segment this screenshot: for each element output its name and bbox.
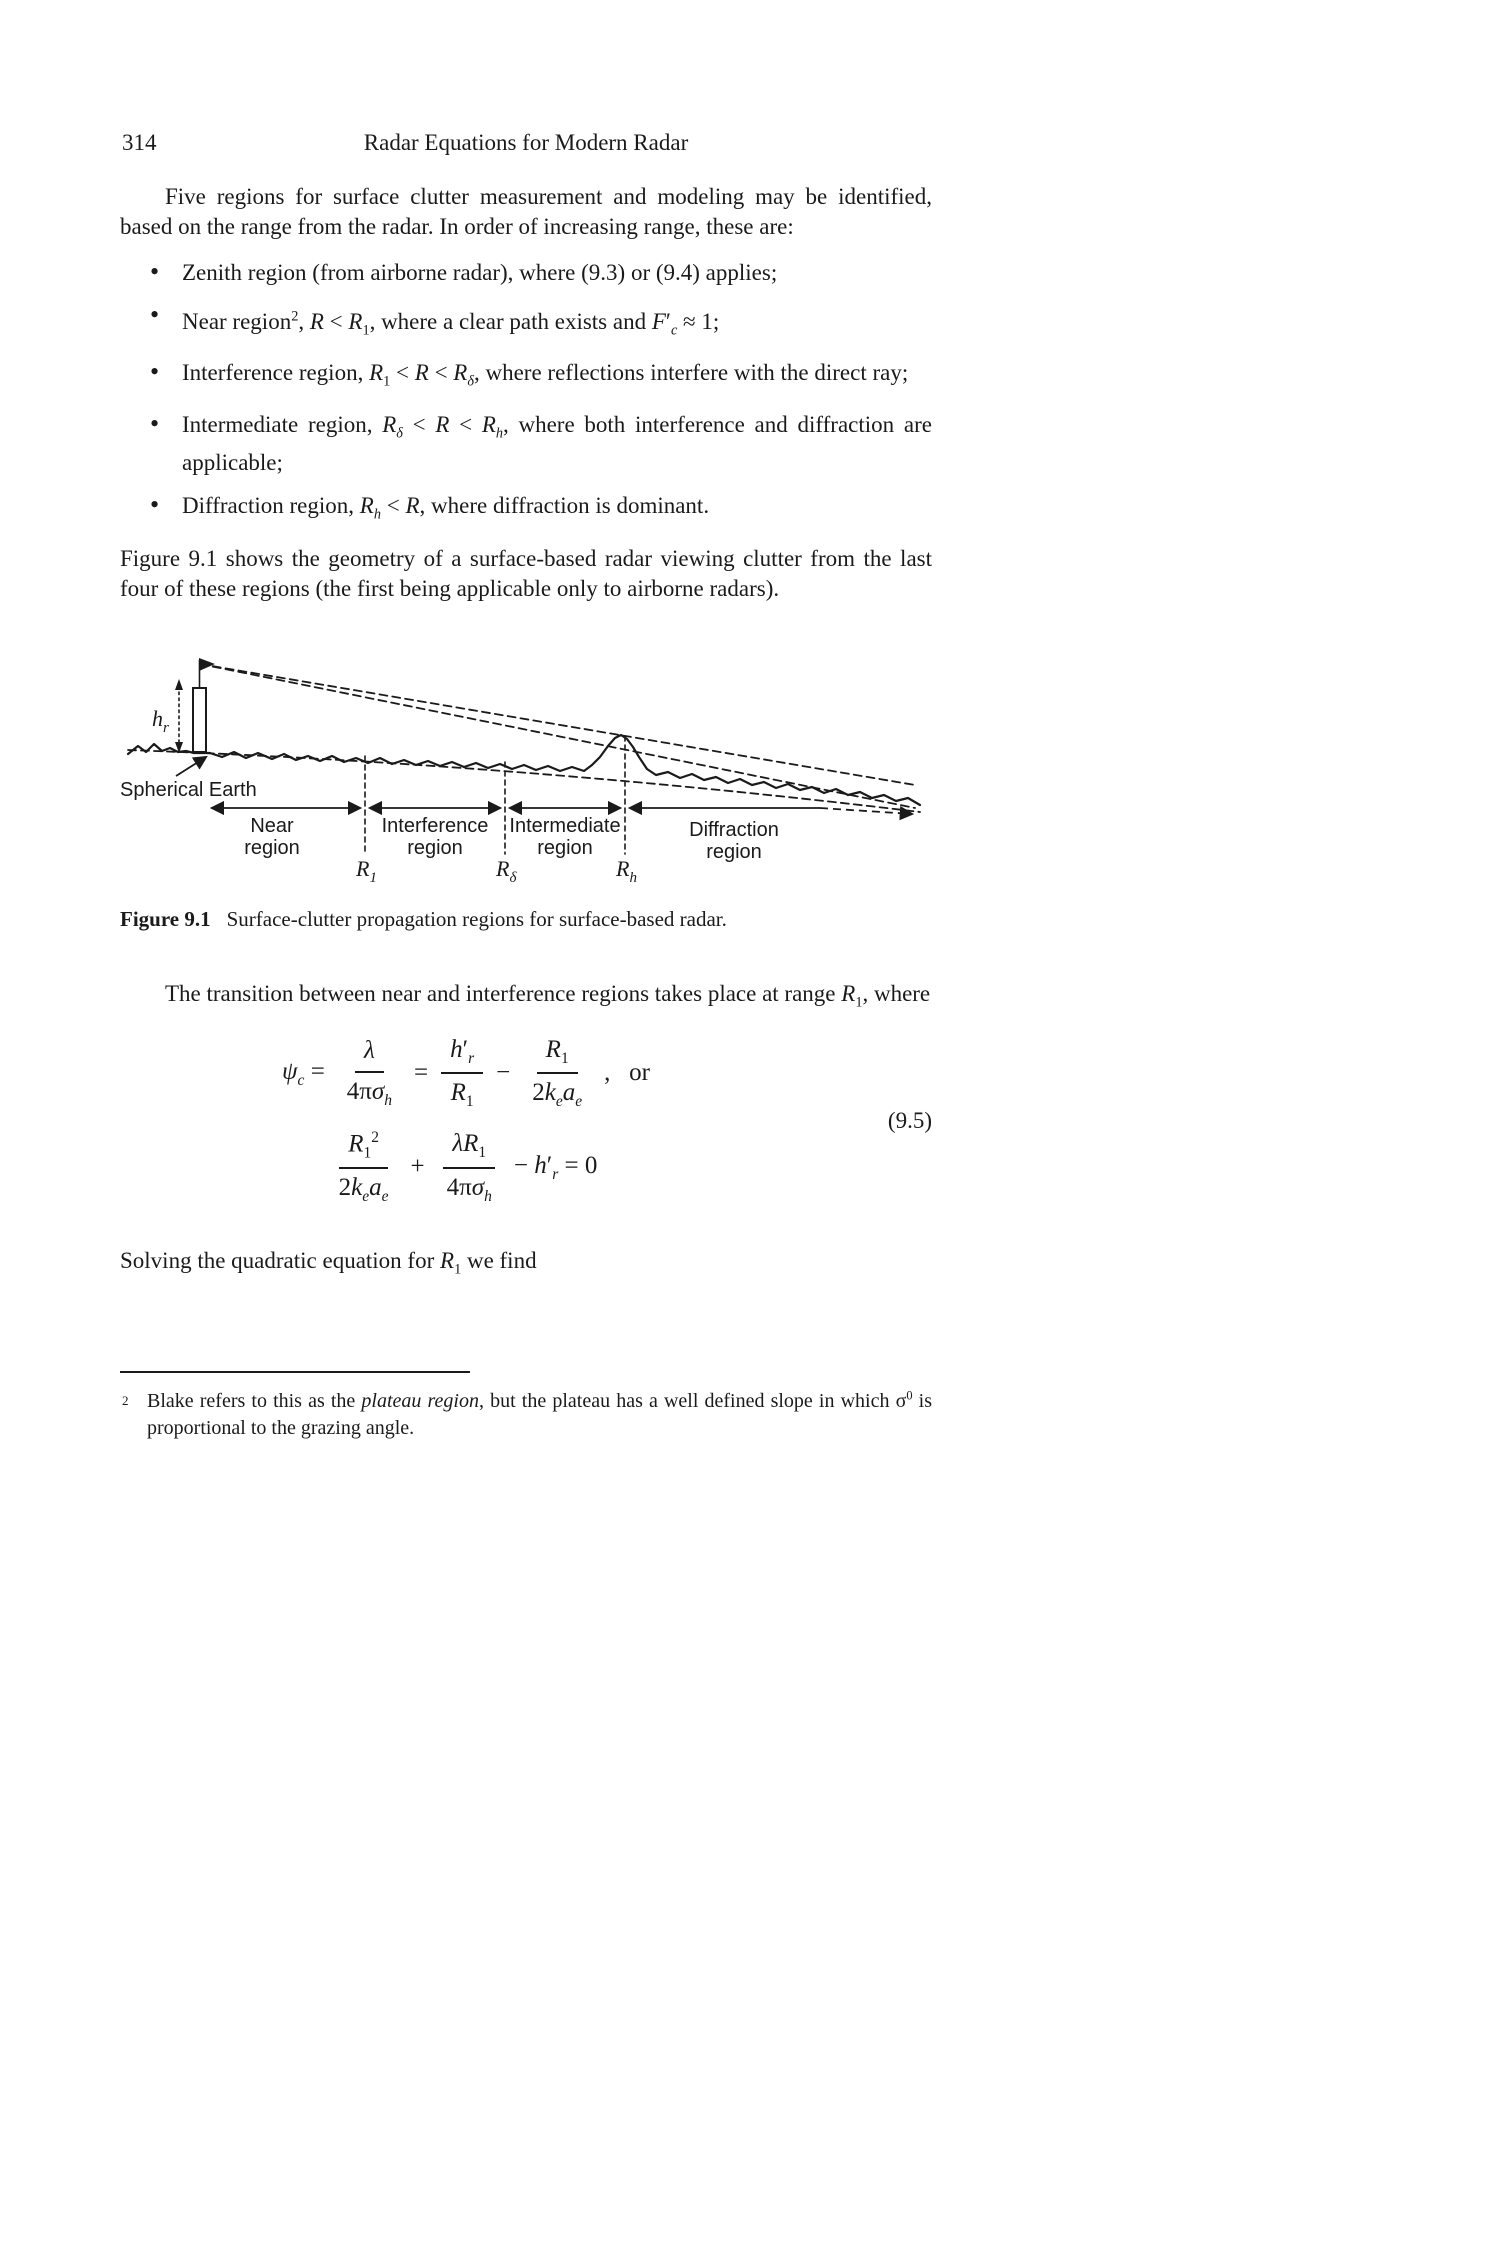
eq-minus: − [496,1059,511,1087]
list-item [120,358,932,397]
intermediate-region-label2: region [537,837,593,860]
diffraction-region-label2: region [706,841,762,864]
figure-intro-paragraph: Figure 9.1 shows the geometry of a surface-based radar viewing clutter from the last four of these regions (the first being applicable only to airborne radars). [120,546,932,602]
equation-line-2 [326,1129,607,1206]
page-content [120,128,932,1442]
list-item [120,301,932,345]
fraction-numerator: $h'_r$ [441,1036,483,1075]
footnote-text: Blake refers to this as the plateau region, but the plateau has a well defined slope in which $\sigma^0$ is proportional to the grazing angle. [147,1388,933,1440]
near-region-label2: region [244,837,300,860]
direct-ray-line [200,664,915,785]
spherical-earth-label: Spherical Earth [120,779,257,802]
fraction-numerator: λ [355,1037,384,1073]
figure-caption-text: Surface-clutter propagation regions for surface-based radar. [226,907,727,932]
equation-number: (9.5) [887,1107,932,1133]
equation-lines [120,1036,812,1207]
interference-region-label: Interference [381,815,489,838]
transition-paragraph: The transition between near and interference regions takes place at range $R_1$, where [165,981,931,1011]
near-region-label: Near [250,815,294,838]
radar-antenna [193,658,215,752]
diffraction-region-label: Diffraction [689,819,779,842]
bullet-text: Intermediate region, $R_\delta < R < R_h$, where both interference and diffraction are applicable; [182,411,932,476]
bullet-text: Diffraction region, $R_h < R$, where diffraction is dominant. [182,493,710,524]
fraction [523,1036,591,1112]
bullet-text: Zenith region (from airborne radar), where (9.3) or (9.4) applies; [182,260,778,285]
propagation-regions-diagram [120,648,932,888]
eq-tail: − $h'_r = 0$ [513,1151,598,1183]
fraction-denominator: $R_1$ [450,1079,474,1111]
equation-9-5 [120,1036,932,1207]
eq-or: , or [604,1059,650,1087]
running-head: Radar Equations for Modern Radar [363,130,689,155]
range-rdelta-label: $R_\delta$ [496,856,517,887]
fraction-denominator: $2k_ea_e$ [338,1174,389,1206]
bullet-list [120,258,932,530]
footnote [120,1383,932,1443]
eq-equals: = [414,1059,429,1087]
fraction-denominator: $4\pi\sigma_h$ [346,1077,393,1109]
range-r1-label: $R_1$ [356,856,377,887]
fraction-numerator: $R_1^2$ [339,1129,388,1169]
page-number: 314 [122,130,157,155]
fraction-denominator: $4\pi\sigma_h$ [446,1173,492,1205]
eq-lhs: $\psi_c$ = [282,1057,325,1089]
figure-caption-label: Figure 9.1 [120,907,211,932]
list-item [120,410,932,479]
eq-plus: + [410,1153,425,1181]
fraction [438,1130,501,1206]
equation-line-1 [273,1036,659,1112]
fraction [338,1037,401,1110]
antenna-flag-icon [199,658,215,671]
antenna-height-label: $h_r$ [152,706,169,737]
intro-paragraph: Five regions for surface clutter measurement and modeling may be identified, based on the range from the radar. In order of increasing range, these are: [120,184,932,239]
bullet-text: Interference region, $R_1 < R < R_\delta$, where reflections interfere with the direct ray; [182,360,909,390]
page-header [120,128,932,162]
range-rh-label: $R_h$ [616,856,637,887]
footnote-marker: 2 [122,1392,129,1408]
fraction-denominator: $2k_ea_e$ [532,1079,583,1111]
intermediate-region-label: Intermediate [509,815,621,838]
list-item [120,258,932,288]
footnote-block [120,1371,932,1443]
footnote-rule [120,1371,470,1373]
list-item [120,491,932,530]
interference-region-label2: region [407,837,463,860]
fraction-numerator: $R_1$ [537,1036,578,1075]
fraction [330,1129,398,1206]
fraction-numerator: $\lambda R_1$ [443,1130,495,1169]
figure-9-1 [120,648,932,896]
fraction [441,1036,483,1112]
solving-paragraph: Solving the quadratic equation for $R_1$ we find [120,1248,537,1278]
figure-caption [120,906,932,933]
spherical-earth-pointer-arrow [176,757,206,776]
tangent-ray-line [200,664,915,808]
antenna-height-indicator [175,679,183,753]
bullet-text: Near region$^2$, $R < R_1$, where a clear path exists and $F'_c \approx 1$; [182,308,720,339]
